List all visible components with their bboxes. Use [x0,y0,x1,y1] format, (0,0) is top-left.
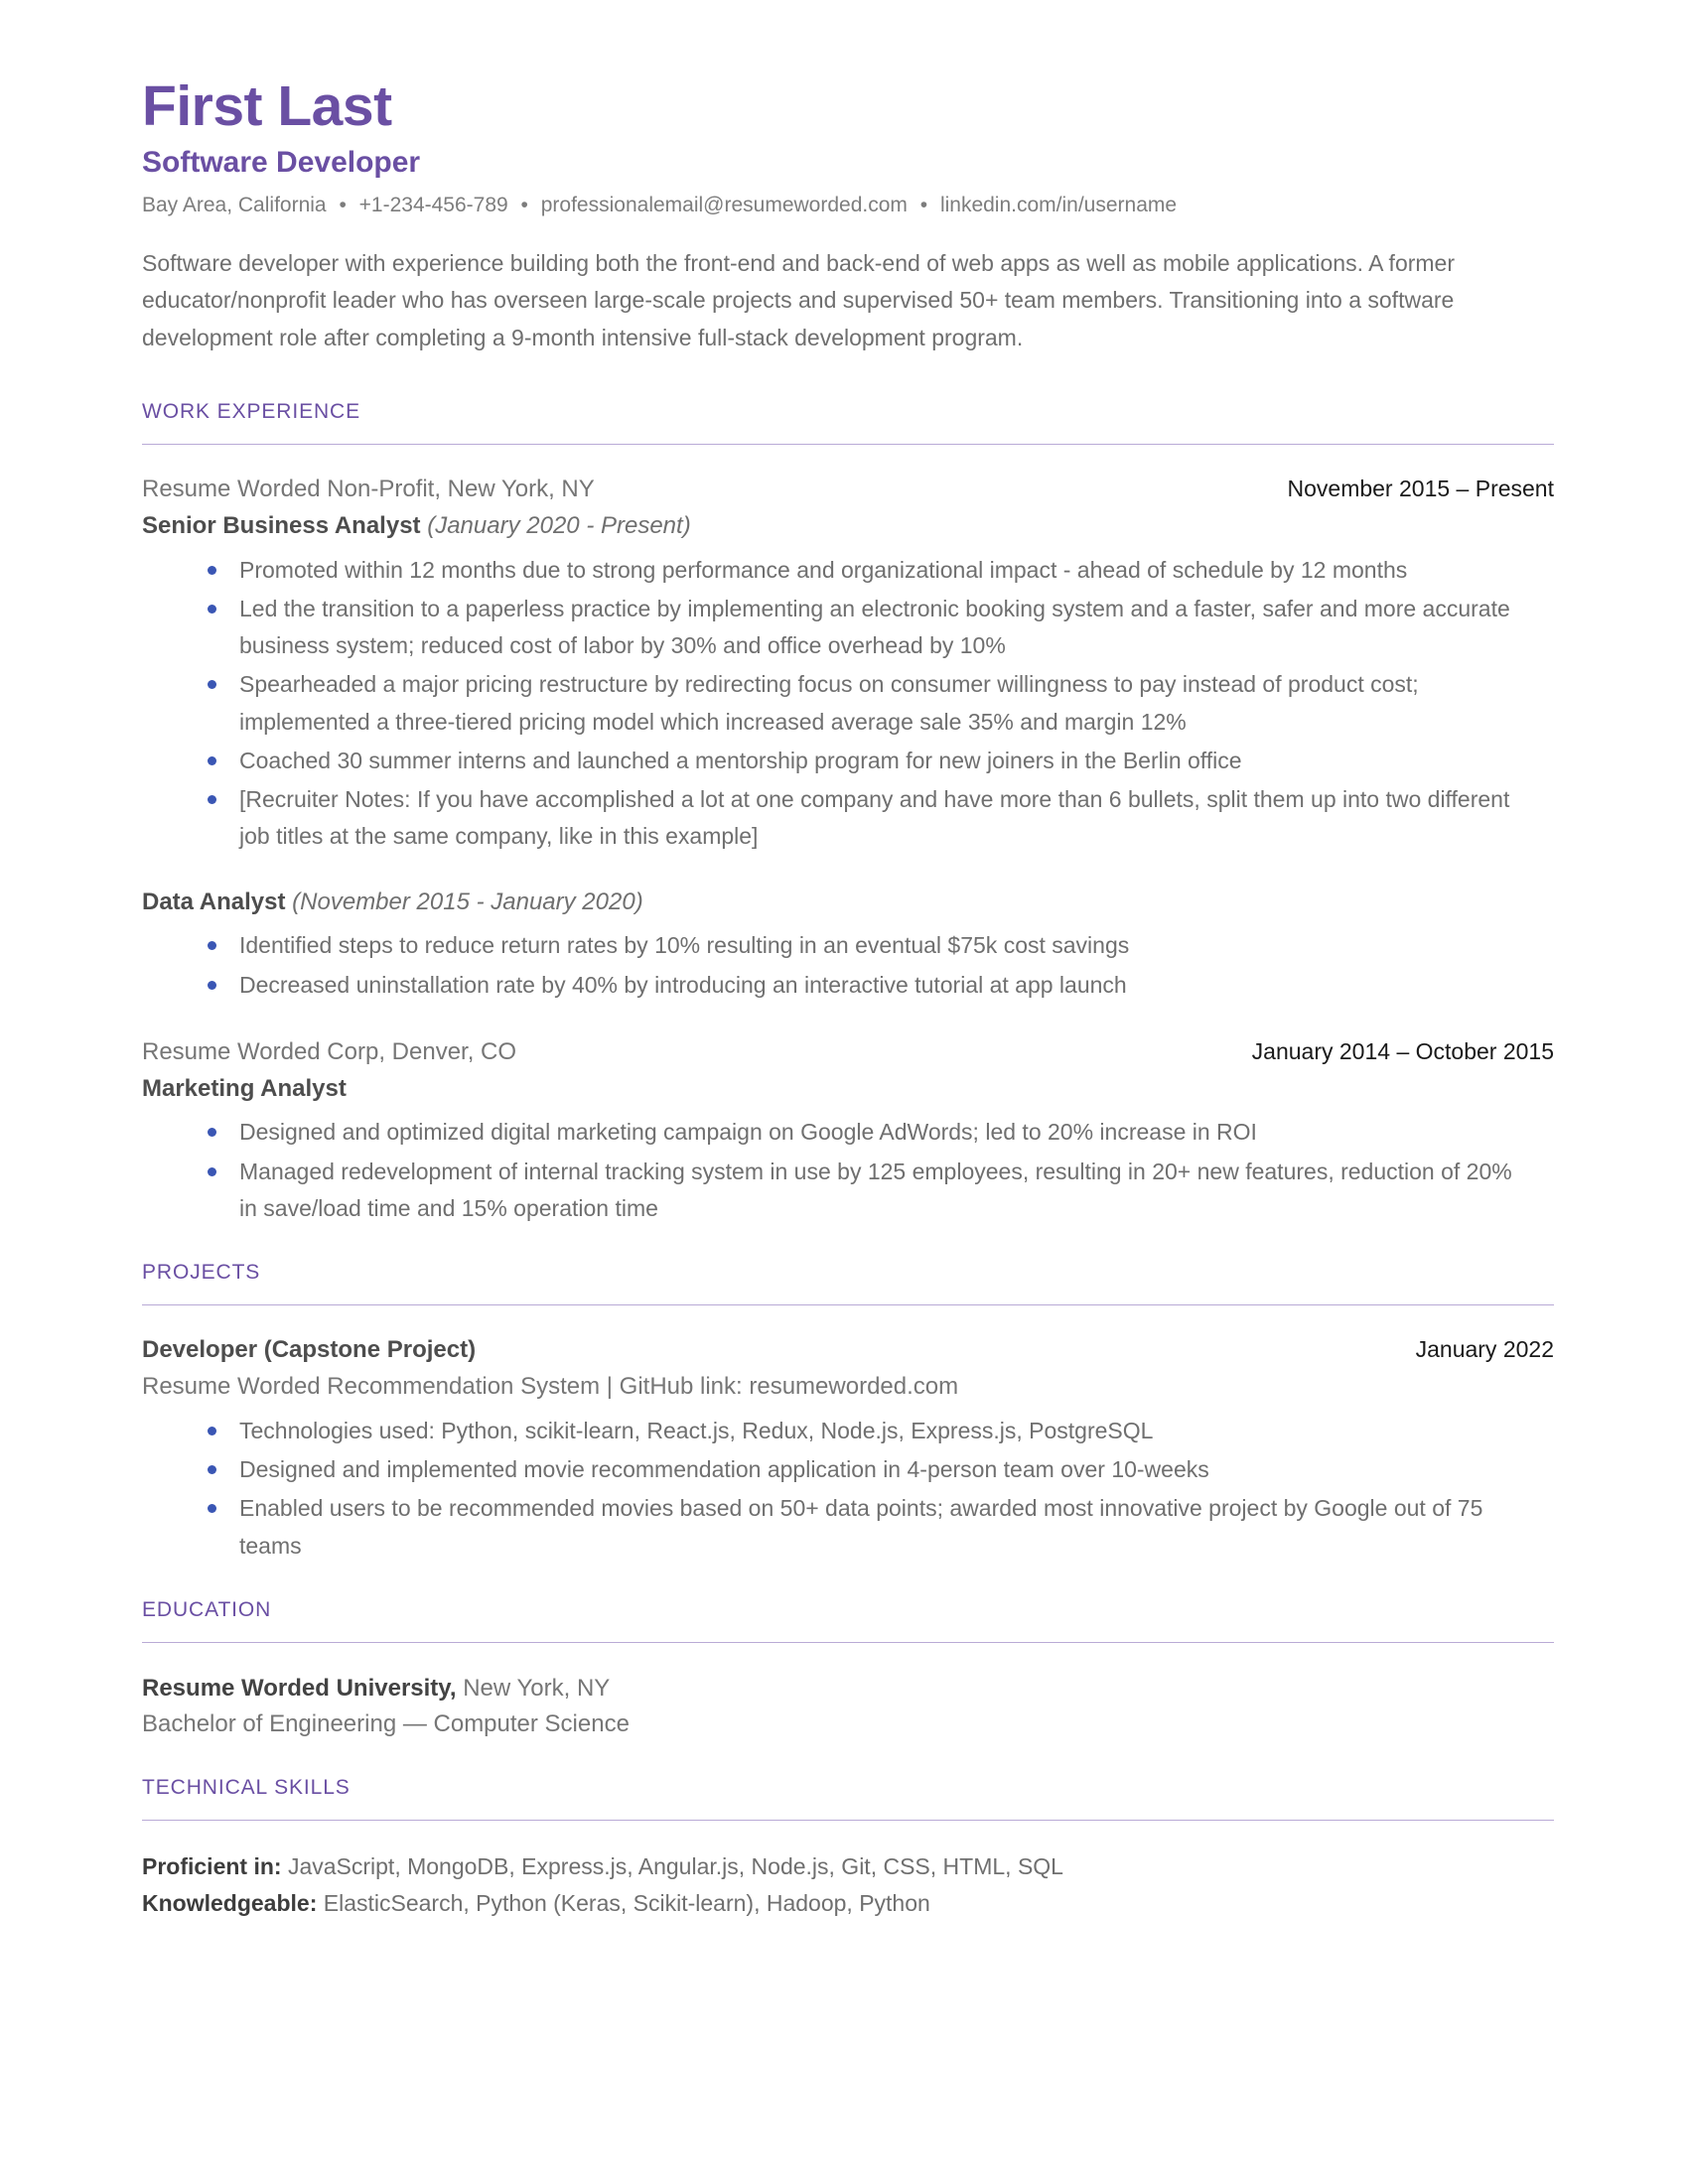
role-bullet-list [142,1114,1554,1227]
role-daterange: (November 2015 - January 2020) [292,887,643,915]
contact-separator: • [919,193,928,216]
employment-daterange: November 2015 – Present [1287,475,1554,501]
section-divider [142,1820,1554,1821]
resume-header [142,74,1554,356]
professional-summary: Software developer with experience building both the front-end and back-end of web apps as well as mobile applications. A former educator/nonprofit leader who has overseen large-scale projects and supervised 50+ team members. Transitioning into a software development role after completing a 9-month intensive full-stack development program. [142,250,1456,350]
bullet-item: Decreased uninstallation rate by 40% by introducing an interactive tutorial at app launch [204,967,1530,1004]
experience-entry-header [142,1035,1554,1070]
bullet-item: Designed and optimized digital marketing campaign on Google AdWords; led to 20% increase in ROI [204,1114,1530,1151]
contact-line [142,191,1554,219]
section-education [142,1598,1554,1742]
section-heading-skills: TECHNICAL SKILLS [142,1775,351,1799]
bullet-item: Enabled users to be recommended movies based on 50+ data points; awarded most innovative project by Google out of 75 teams [204,1490,1530,1565]
education-school-line [142,1671,1554,1706]
contact-linkedin[interactable]: linkedin.com/in/username [939,193,1178,216]
project-subtitle: Resume Worded Recommendation System | GitHub link: resumeworded.com [142,1373,959,1401]
contact-phone[interactable]: +1-234-456-789 [358,193,508,216]
skills-row [142,1848,1554,1885]
contact-separator: • [520,193,528,216]
skills-row [142,1885,1554,1922]
skills-row-label: Knowledgeable: [142,1889,318,1916]
skills-row-label: Proficient in: [142,1852,282,1879]
bullet-item: Technologies used: Python, scikit-learn, React.js, Redux, Node.js, Express.js, PostgreSQL [204,1413,1530,1449]
contact-location: Bay Area, California [142,193,327,216]
role-title: Data Analyst [142,887,286,915]
employment-daterange: January 2014 – October 2015 [1251,1037,1554,1064]
experience-entry [142,1035,1554,1227]
section-heading-work: WORK EXPERIENCE [142,399,361,423]
role-bullet-list [142,927,1554,1004]
skills-row-value: ElasticSearch, Python (Keras, Scikit-learn), Hadoop, Python [317,1889,930,1916]
employer-name: Resume Worded Corp, Denver, CO [142,1037,517,1065]
spacer [142,858,1554,884]
project-bullet-list [142,1413,1554,1565]
bullet-item: Coached 30 summer interns and launched a mentorship program for new joiners in the Berlin office [204,743,1530,779]
section-heading-projects: PROJECTS [142,1261,261,1285]
bullet-item: Promoted within 12 months due to strong performance and organizational impact - ahead of schedule by 12 months [204,552,1530,589]
section-technical-skills [142,1776,1554,1922]
section-heading-education: EDUCATION [142,1597,272,1621]
bullet-item: Identified steps to reduce return rates by 10% resulting in an eventual $75k cost savings [204,927,1530,964]
project-entry [142,1333,1554,1565]
employer-name: Resume Worded Non-Profit, New York, NY [142,475,595,502]
bullet-item: Designed and implemented movie recommendation application in 4-person team over 10-weeks [204,1451,1530,1488]
bullet-item: [Recruiter Notes: If you have accomplished a lot at one company and have more than 6 bullets, split them up into two different job titles at the same company, like in this example] [204,781,1530,856]
bullet-item: Led the transition to a paperless practice by implementing an electronic booking system and a faster, safer and more accurate business system; reduced cost of labor by 30% and office overhead by 10% [204,591,1530,665]
bullet-item: Managed redevelopment of internal tracking system in use by 125 employees, resulting in 20+ new features, reduction of 20% in save/load time and 15% operation time [204,1154,1530,1228]
contact-separator: • [339,193,347,216]
project-title: Developer (Capstone Project) [142,1336,477,1364]
role-bullet-list [142,552,1554,856]
section-divider [142,444,1554,445]
page-title: First Last [142,74,392,138]
education-school-location: New York, NY [456,1674,611,1702]
experience-entry-header [142,473,1554,507]
education-school-name: Resume Worded University, [142,1674,457,1702]
project-date: January 2022 [1415,1336,1554,1363]
education-entry [142,1671,1554,1742]
role-daterange: (January 2020 - Present) [427,511,691,539]
section-projects [142,1261,1554,1565]
section-work-experience [142,400,1554,1227]
spacer [142,1010,1554,1035]
role-line [142,1072,1554,1107]
header-job-title: Software Developer [142,145,421,179]
role-line [142,509,1554,544]
section-divider [142,1304,1554,1305]
section-divider [142,1642,1554,1643]
bullet-item: Spearheaded a major pricing restructure by redirecting focus on consumer willingness to pay instead of product cost; implemented a three-tiered pricing model which increased average sale 35% and margin 12% [204,666,1530,741]
education-degree: Bachelor of Engineering — Computer Science [142,1709,630,1737]
role-title: Senior Business Analyst [142,511,421,539]
skills-row-value: JavaScript, MongoDB, Express.js, Angular.js, Node.js, Git, CSS, HTML, SQL [281,1852,1063,1879]
role-line [142,886,1554,920]
role-title: Marketing Analyst [142,1074,347,1102]
experience-entry [142,473,1554,1004]
project-entry-header [142,1333,1554,1368]
contact-email[interactable]: professionalemail@resumeworded.com [540,193,908,216]
